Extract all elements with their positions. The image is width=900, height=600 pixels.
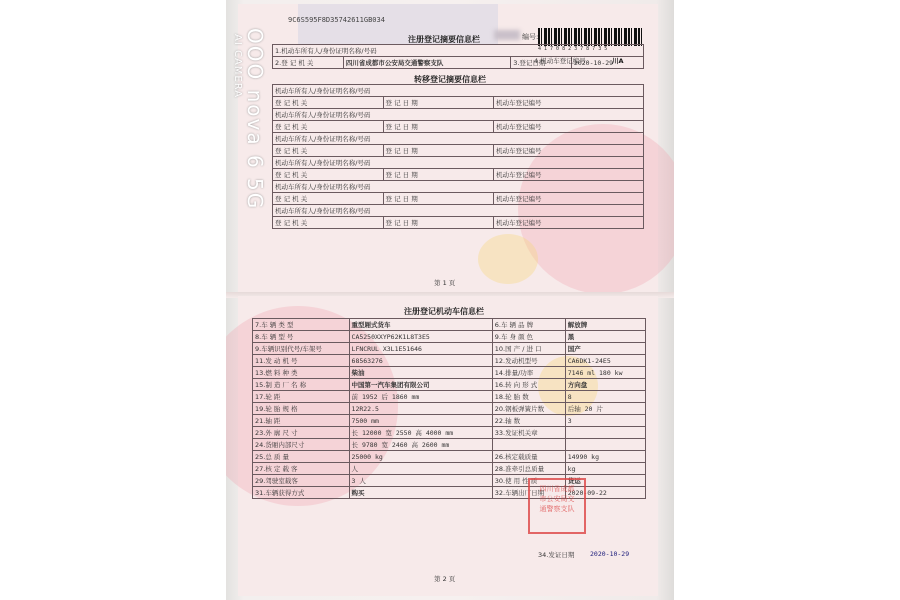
field-label: 17.轮 距 <box>253 391 350 403</box>
transfer-regno: 机动车登记编号 <box>494 97 644 109</box>
field-label: 27.核 定 载 客 <box>253 463 350 475</box>
transfer-office: 登 记 机 关 <box>273 217 384 229</box>
field-label: 26.核定载质量 <box>492 451 565 463</box>
field-label: 11.发 动 机 号 <box>253 355 350 367</box>
field-label: 20.钢板弹簧片数 <box>492 403 565 415</box>
field-label <box>492 439 565 451</box>
field-value: 国产 <box>565 343 645 355</box>
field-value: 8 <box>565 391 645 403</box>
barcode-number: 4 1 7 0 8 2 3 7 8 7 3 5 <box>538 46 608 52</box>
field-value <box>565 439 645 451</box>
field-label: 25.总 质 量 <box>253 451 350 463</box>
transfer-office: 登 记 机 关 <box>273 145 384 157</box>
field-value: 3 <box>565 415 645 427</box>
field-value: 解放牌 <box>565 319 645 331</box>
vehicle-info-title: 注册登记机动车信息栏 <box>404 307 484 316</box>
field-value: 方向盘 <box>565 379 645 391</box>
office-value: 四川省成都市公安局交通警察支队 <box>343 57 510 69</box>
field-label: 14.排量/功率 <box>492 367 565 379</box>
transfer-regno: 机动车登记编号 <box>494 145 644 157</box>
transfer-owner: 机动车所有人/身份证明名称/号码 <box>273 85 644 97</box>
official-seal <box>528 478 586 534</box>
summary-table <box>272 44 644 69</box>
vehicle-info-table <box>252 318 646 499</box>
transfer-date: 登 记 日 期 <box>383 193 494 205</box>
field-value: 重型厢式货车 <box>349 319 492 331</box>
transfer-regno: 机动车登记编号 <box>494 193 644 205</box>
field-value: 25000 kg <box>349 451 492 463</box>
field-value: 后轴 20 片 <box>565 403 645 415</box>
field-value: 7146 ml 180 kw <box>565 367 645 379</box>
field-label: 9.车辆识别代号/车架号 <box>253 343 350 355</box>
field-value: 购买 <box>349 487 492 499</box>
office-label: 2.登 记 机 关 <box>273 57 344 69</box>
transfer-regno: 机动车登记编号 <box>494 169 644 181</box>
field-label: 22.轴 数 <box>492 415 565 427</box>
transfer-owner: 机动车所有人/身份证明名称/号码 <box>273 157 644 169</box>
field-label: 21.轴 距 <box>253 415 350 427</box>
page-two <box>238 296 658 596</box>
field-value: 2020-09-22 <box>565 487 645 499</box>
field-label: 15.制 造 厂 名 称 <box>253 379 350 391</box>
transfer-table <box>272 84 644 229</box>
field-label: 32.车辆出厂日期 <box>492 487 565 499</box>
field-value: 7500 mm <box>349 415 492 427</box>
transfer-owner: 机动车所有人/身份证明名称/号码 <box>273 181 644 193</box>
transfer-date: 登 记 日 期 <box>383 145 494 157</box>
field-value: 3 人 <box>349 475 492 487</box>
field-value <box>565 427 645 439</box>
field-label: 23.外 廓 尺 寸 <box>253 427 350 439</box>
field-value: 货运 <box>565 475 645 487</box>
camera-watermark <box>232 28 267 210</box>
transfer-office: 登 记 机 关 <box>273 121 384 133</box>
transfer-date: 登 记 日 期 <box>383 97 494 109</box>
field-label: 33.发证机关章 <box>492 427 565 439</box>
field-value: 长 9780 宽 2460 高 2600 mm <box>349 439 492 451</box>
field-value: 黑 <box>565 331 645 343</box>
issue-date-value: 2020-10-29 <box>590 550 630 558</box>
owner-label: 1.机动车所有人/身份证明名称/号码 <box>273 45 644 57</box>
field-label: 12.发动机型号 <box>492 355 565 367</box>
field-value: 14990 kg <box>565 451 645 463</box>
seal-line: 通警察支队 <box>539 505 575 513</box>
date-value: 2020-10-29 <box>571 57 643 69</box>
transfer-owner: 机动车所有人/身份证明名称/号码 <box>273 205 644 217</box>
transfer-office: 登 记 机 关 <box>273 169 384 181</box>
date-label: 3.登记日期 <box>511 57 572 69</box>
transfer-office: 登 记 机 关 <box>273 97 384 109</box>
field-label: 6.车 辆 品 牌 <box>492 319 565 331</box>
field-label: 31.车辆获得方式 <box>253 487 350 499</box>
page-one <box>238 4 658 296</box>
issue-date-label: 34.发证日期 <box>538 551 575 559</box>
field-label: 9.车 身 颜 色 <box>492 331 565 343</box>
transfer-owner: 机动车所有人/身份证明名称/号码 <box>273 133 644 145</box>
field-label: 10.国 产 / 进 口 <box>492 343 565 355</box>
field-label: 7.车 辆 类 型 <box>253 319 350 331</box>
field-label: 29.驾驶室载客 <box>253 475 350 487</box>
yellow-security-pattern <box>478 234 538 284</box>
field-value: 柴油 <box>349 367 492 379</box>
watermark-brand: OOO nova 6 5G <box>243 28 267 211</box>
serial-number: 9C6S595F8D35742611GB034 <box>288 16 385 24</box>
watermark-camera: AI CAMERA <box>232 34 243 99</box>
transfer-office: 登 记 机 关 <box>273 193 384 205</box>
page-number: 第 1 页 <box>434 279 456 287</box>
field-label: 18.轮 胎 数 <box>492 391 565 403</box>
page-number: 第 2 页 <box>434 575 456 583</box>
field-value: 前 1952 后 1860 mm <box>349 391 492 403</box>
field-value: 68563276 <box>349 355 492 367</box>
field-value: 12R22.5 <box>349 403 492 415</box>
transfer-regno: 机动车登记编号 <box>494 121 644 133</box>
field-label: 19.轮 胎 规 格 <box>253 403 350 415</box>
document-photo <box>226 0 674 600</box>
seal-line: 市公安局交 <box>539 495 575 503</box>
field-label: 16.转 向 形 式 <box>492 379 565 391</box>
redacted-number <box>494 30 520 40</box>
field-value: 中国第一汽车集团有限公司 <box>349 379 492 391</box>
transfer-regno: 机动车登记编号 <box>494 217 644 229</box>
field-label: 28.准牵引总质量 <box>492 463 565 475</box>
field-value: kg <box>565 463 645 475</box>
transfer-owner: 机动车所有人/身份证明名称/号码 <box>273 109 644 121</box>
transfer-date: 登 记 日 期 <box>383 169 494 181</box>
field-label: 30.使 用 性 质 <box>492 475 565 487</box>
field-label: 8.车 辆 型 号 <box>253 331 350 343</box>
seal-line: 四川省成都 <box>539 485 575 493</box>
transfer-date: 登 记 日 期 <box>383 121 494 133</box>
regno-value: 川A <box>612 57 624 65</box>
regno-label: 4.机动车登记编号 <box>534 57 586 65</box>
field-value: 长 12000 宽 2550 高 4000 mm <box>349 427 492 439</box>
summary-title: 注册登记摘要信息栏 <box>408 35 480 44</box>
transfer-title: 转移登记摘要信息栏 <box>414 75 486 84</box>
transfer-date: 登 记 日 期 <box>383 217 494 229</box>
field-label: 24.货厢内部尺寸 <box>253 439 350 451</box>
field-value: CA6DK1-24E5 <box>565 355 645 367</box>
field-value: LFNCRUL X3L1E51646 <box>349 343 492 355</box>
field-value: CA5250XXYP62K1L8T3E5 <box>349 331 492 343</box>
field-label: 13.燃 料 种 类 <box>253 367 350 379</box>
field-value: 人 <box>349 463 492 475</box>
number-label: 编号: <box>522 33 539 41</box>
